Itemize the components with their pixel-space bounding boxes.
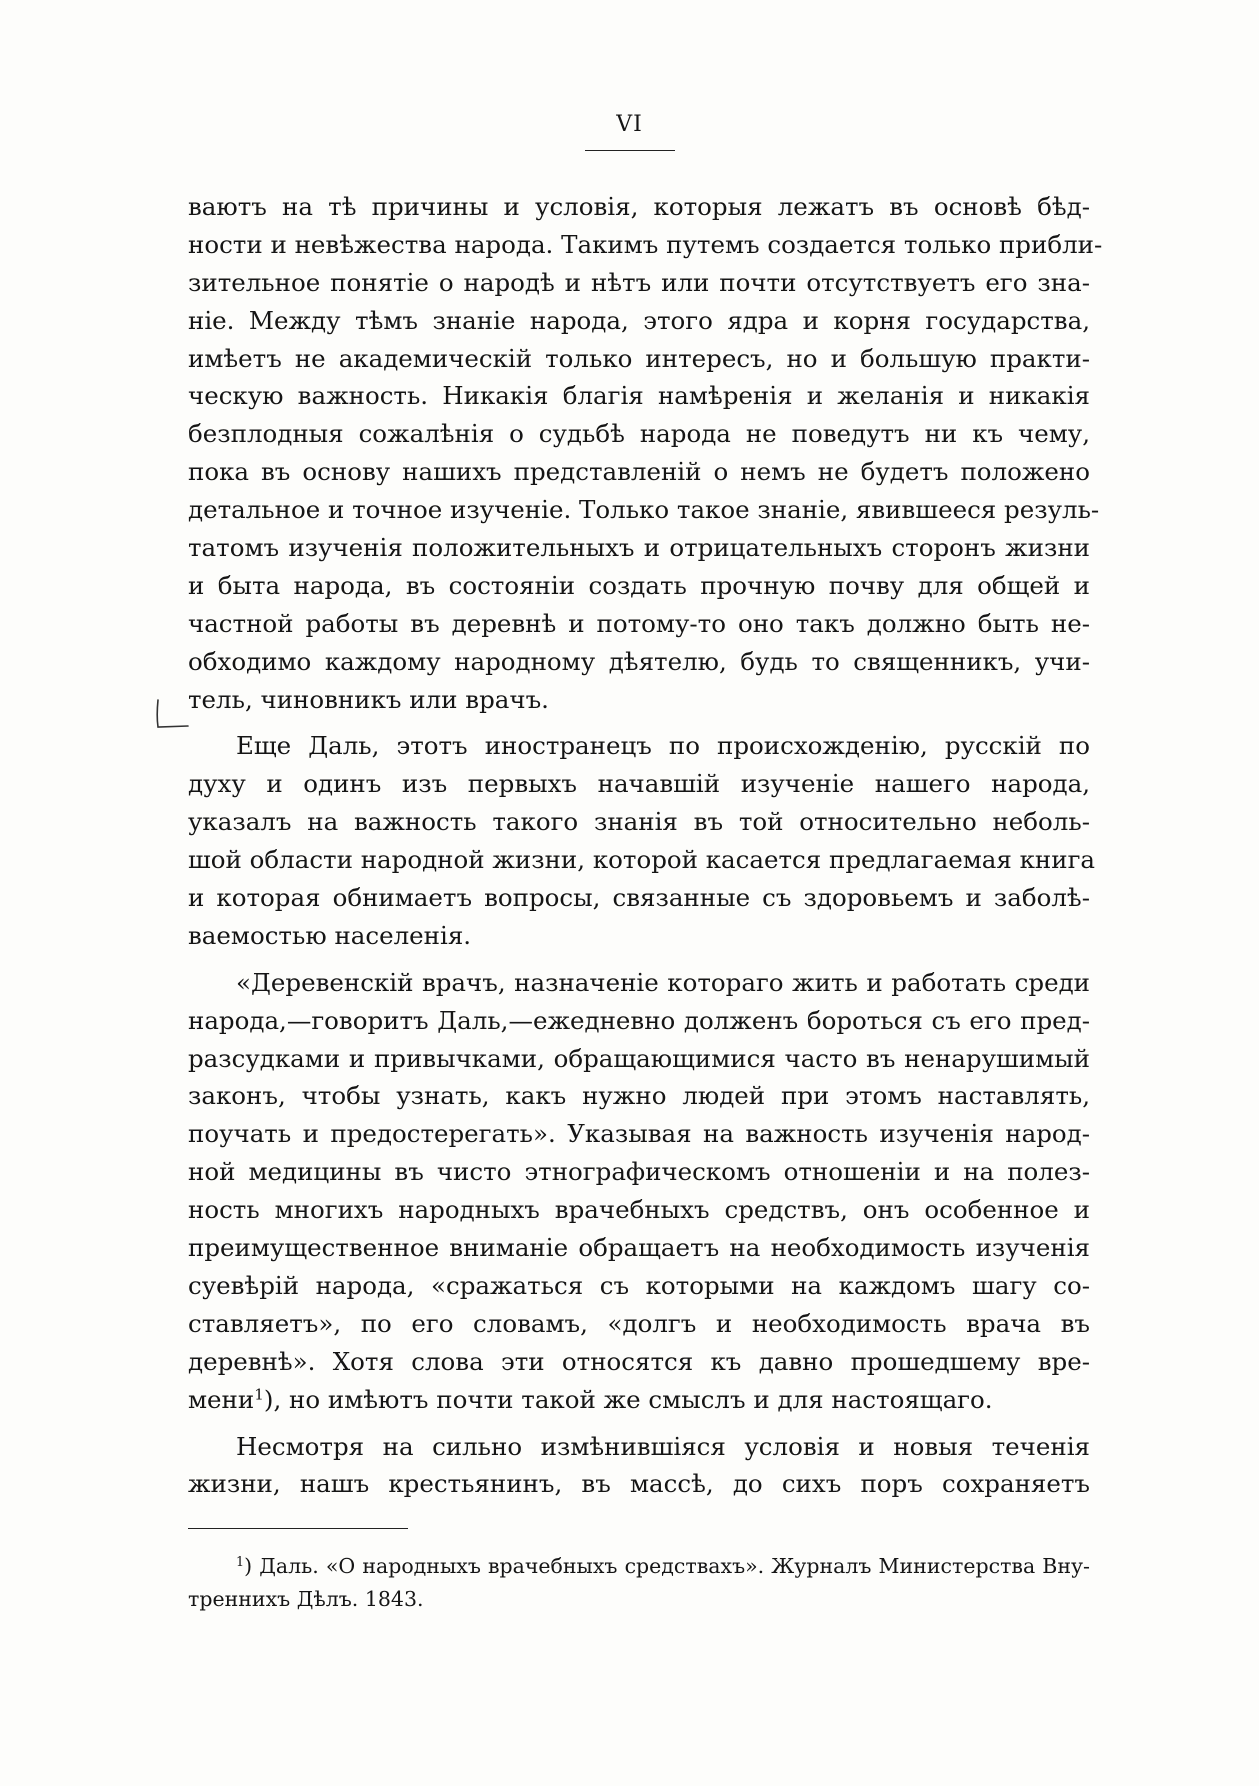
text-line: разсудками и привычками, обращающимися часто въ ненарушимый xyxy=(188,1043,1090,1073)
footnote-marker: 1 xyxy=(236,1554,245,1570)
paragraph xyxy=(188,1428,1090,1504)
text-line: Еще Даль, этотъ иностранецъ по происхожденію, русскій по xyxy=(236,731,1090,761)
footnote-text: ) Даль. «О народныхъ врачебныхъ средствахъ». Журналъ Министерства Вну- xyxy=(244,1554,1090,1578)
text-line: поучать и предостерегать». Указывая на важность изученія народ- xyxy=(188,1119,1090,1149)
text-line: шой области народной жизни, которой касается предлагаемая книга xyxy=(188,845,1096,875)
text-line: духу и одинъ изъ первыхъ начавшій изученіе нашего народа, xyxy=(188,769,1090,799)
text-line: детальное и точное изученіе. Только такое знаніе, явившееся резуль- xyxy=(188,495,1100,525)
text-line: и которая обнимаетъ вопросы, связанные съ здоровьемъ и заболѣ- xyxy=(188,883,1090,913)
body-text xyxy=(188,188,1103,1503)
text-line: деревнѣ». Хотя слова эти относятся къ давно прошедшему вре- xyxy=(188,1346,1090,1376)
text-line: пока въ основу нашихъ представленій о немъ не будетъ положено xyxy=(188,457,1090,487)
page-number: VI xyxy=(616,112,643,137)
text-line-with-note xyxy=(188,1381,1090,1419)
footnote-reference[interactable]: 1 xyxy=(254,1385,264,1404)
text-line: ваемостью населенія. xyxy=(188,920,472,950)
page-number-rule xyxy=(585,150,675,151)
footnote-line xyxy=(188,1550,1090,1583)
text-line: указалъ на важность такого знанія въ той относительно неболь- xyxy=(188,807,1090,837)
text-fragment: мени xyxy=(188,1384,255,1414)
text-line: «Деревенскій врачъ, назначеніе котораго жить и работать среди xyxy=(236,967,1090,997)
text-line: зительное понятіе о народѣ и нѣтъ или почти отсутствуетъ его зна- xyxy=(188,267,1090,297)
text-line: ческую важность. Никакія благія намѣренія и желанія и никакія xyxy=(188,381,1090,411)
text-line: ніе. Между тѣмъ знаніе народа, этого ядра и корня государства, xyxy=(188,305,1090,335)
paragraph xyxy=(188,727,1096,954)
text-line: безплодныя сожалѣнія о судьбѣ народа не поведутъ ни къ чему, xyxy=(188,419,1090,449)
text-line: ставляетъ», по его словамъ, «долгъ и необходимость врача въ xyxy=(188,1308,1090,1338)
text-line: суевѣрій народа, «сражаться съ которыми на каждомъ шагу со- xyxy=(188,1270,1090,1300)
text-line: законъ, чтобы узнать, какъ нужно людей при этомъ наставлять, xyxy=(188,1081,1090,1111)
text-line: ваютъ на тѣ причины и условія, которыя лежатъ въ основѣ бѣд- xyxy=(188,192,1090,221)
handwritten-margin-mark xyxy=(152,696,192,730)
text-line: жизни, нашъ крестьянинъ, въ массѣ, до сихъ поръ сохраняетъ xyxy=(188,1469,1090,1499)
footnote-line: треннихъ Дѣлъ. 1843. xyxy=(188,1587,424,1611)
text-line: преимущественное вниманіе обращаетъ на необходимость изученія xyxy=(188,1233,1090,1263)
text-line: татомъ изученія положительныхъ и отрицательныхъ сторонъ жизни xyxy=(188,533,1090,563)
text-fragment: ), но имѣютъ почти такой же смыслъ и для настоящаго. xyxy=(263,1384,993,1414)
footnotes xyxy=(188,1550,1090,1616)
paragraph xyxy=(188,188,1103,718)
text-line: народа,—говоритъ Даль,—ежедневно долженъ бороться съ его пред- xyxy=(188,1005,1090,1035)
paragraph xyxy=(188,964,1090,1419)
text-line: обходимо каждому народному дѣятелю, будь то священникъ, учи- xyxy=(188,646,1090,676)
text-line: ной медицины въ чисто этнографическомъ отношеніи и на полез- xyxy=(188,1157,1090,1187)
footnote-rule xyxy=(188,1528,408,1529)
text-line: ность многихъ народныхъ врачебныхъ средствъ, онъ особенное и xyxy=(188,1195,1090,1225)
text-line: тель, чиновникъ или врачъ. xyxy=(188,684,549,714)
text-line: Несмотря на сильно измѣнившіяся условія и новыя теченія xyxy=(236,1431,1090,1461)
text-line: и быта народа, въ состояніи создать прочную почву для общей и xyxy=(188,570,1090,600)
text-line: частной работы въ деревнѣ и потому-то оно такъ должно быть не- xyxy=(188,608,1090,638)
text-line: имѣетъ не академическій только интересъ, но и большую практи- xyxy=(188,343,1090,373)
text-line: ности и невѣжества народа. Такимъ путемъ создается только прибли- xyxy=(188,229,1103,259)
